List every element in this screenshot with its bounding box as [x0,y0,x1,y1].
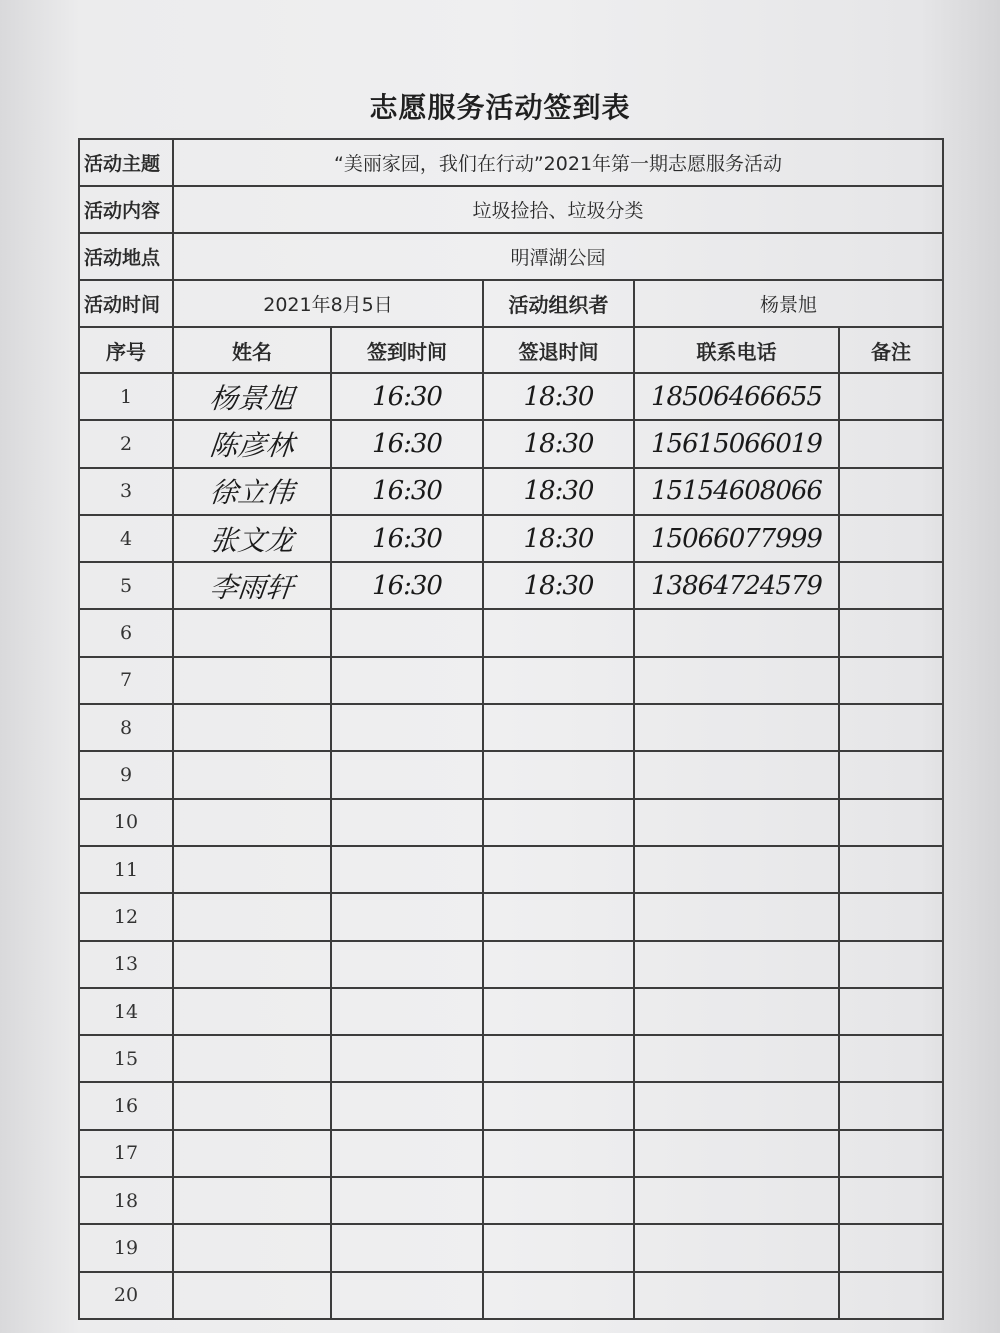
theme-row [79,139,943,186]
location-label: 活动地点 [79,233,173,280]
row-checkout-time-cell [483,468,634,515]
row-name: 李雨轩 [208,570,296,604]
row-index: 10 [113,811,139,834]
row-checkin-time-cell [331,468,483,515]
row-checkout-time-cell [483,1272,634,1319]
row-name-cell [173,1272,331,1319]
row-index: 2 [119,432,133,455]
header-checkout: 签退时间 [483,327,634,373]
header-checkin: 签到时间 [331,327,483,373]
location-value: 明潭湖公园 [173,233,943,280]
row-checkin-time-cell [331,846,483,893]
row-checkout-time-cell [483,1035,634,1082]
row-index-cell [79,941,173,988]
row-name: 陈彦林 [208,428,296,462]
row-name-cell [173,468,331,515]
table-row [79,751,943,798]
row-checkin-time-cell [331,609,483,656]
row-index-cell [79,1224,173,1271]
row-note-cell [839,1035,943,1082]
row-phone: 15066077999 [651,523,822,554]
row-note-cell [839,1082,943,1129]
row-name-cell [173,373,331,420]
row-index: 12 [113,905,139,928]
table-row [79,941,943,988]
row-checkout-time-cell [483,704,634,751]
row-index: 14 [113,1000,139,1023]
row-index: 20 [113,1284,139,1307]
organizer-label: 活动组织者 [483,280,634,327]
row-index-cell [79,988,173,1035]
row-checkin-time-cell [331,893,483,940]
row-checkin-time-cell [331,1035,483,1082]
row-phone-cell [634,988,839,1035]
row-name-cell [173,799,331,846]
organizer-value: 杨景旭 [634,280,943,327]
row-phone-cell [634,846,839,893]
row-checkin-time: 16:30 [372,523,442,554]
row-checkout-time-cell [483,941,634,988]
row-name-cell [173,420,331,467]
time-label: 活动时间 [79,280,173,327]
row-index-cell [79,799,173,846]
row-checkout-time-cell [483,420,634,467]
row-phone-cell [634,515,839,562]
header-name: 姓名 [173,327,331,373]
table-row [79,657,943,704]
row-checkin-time-cell [331,562,483,609]
row-phone-cell [634,373,839,420]
row-note-cell [839,562,943,609]
row-checkin-time-cell [331,1224,483,1271]
row-checkin-time-cell [331,515,483,562]
row-index-cell [79,704,173,751]
content-label: 活动内容 [79,186,173,233]
row-checkout-time-cell [483,1224,634,1271]
row-checkin-time-cell [331,1177,483,1224]
row-index: 13 [113,953,139,976]
row-checkout-time-cell [483,1130,634,1177]
row-phone-cell [634,1272,839,1319]
sign-in-table [78,138,944,1320]
table-row [79,846,943,893]
row-checkin-time: 16:30 [372,476,442,507]
row-index-cell [79,1272,173,1319]
row-checkout-time-cell [483,988,634,1035]
row-checkout-time: 18:30 [523,381,594,412]
row-checkout-time-cell [483,751,634,798]
row-checkin-time: 16:30 [372,570,442,601]
row-note-cell [839,609,943,656]
row-checkout-time-cell [483,799,634,846]
row-name-cell [173,657,331,704]
row-name-cell [173,893,331,940]
row-checkout-time-cell [483,1082,634,1129]
row-name-cell [173,1082,331,1129]
row-checkout-time-cell [483,893,634,940]
row-checkout-time-cell [483,373,634,420]
row-index-cell [79,420,173,467]
row-checkout-time-cell [483,1177,634,1224]
row-note-cell [839,988,943,1035]
row-note-cell [839,751,943,798]
header-index: 序号 [79,327,173,373]
row-index-cell [79,468,173,515]
row-index-cell [79,1082,173,1129]
row-index-cell [79,1130,173,1177]
location-row [79,233,943,280]
row-note-cell [839,1130,943,1177]
row-name: 张文龙 [208,523,296,557]
row-note-cell [839,941,943,988]
row-phone-cell [634,799,839,846]
table-row [79,1224,943,1271]
row-index: 5 [119,574,133,597]
row-index: 7 [119,669,133,692]
content-row [79,186,943,233]
theme-value: “美丽家园，我们在行动”2021年第一期志愿服务活动 [173,139,943,186]
table-row [79,609,943,656]
row-index: 8 [119,716,133,739]
header-note: 备注 [839,327,943,373]
row-name-cell [173,1130,331,1177]
table-row [79,562,943,609]
row-index: 6 [119,622,133,645]
row-checkout-time-cell [483,846,634,893]
row-phone-cell [634,420,839,467]
row-checkin-time-cell [331,799,483,846]
row-name-cell [173,704,331,751]
header-phone: 联系电话 [634,327,839,373]
table-row [79,420,943,467]
time-value: 2021年8月5日 [173,280,483,327]
row-note-cell [839,704,943,751]
row-checkout-time-cell [483,609,634,656]
row-index: 11 [113,858,139,881]
row-name: 徐立伟 [208,476,296,510]
row-index: 4 [119,527,133,550]
row-name: 杨景旭 [208,381,296,415]
row-index: 3 [119,480,133,503]
row-name-cell [173,988,331,1035]
row-index-cell [79,609,173,656]
row-note-cell [839,846,943,893]
sheet-title: 志愿服务活动签到表 [369,91,631,124]
table-row [79,373,943,420]
table-row [79,799,943,846]
table-row [79,515,943,562]
row-note-cell [839,373,943,420]
row-checkout-time: 18:30 [523,570,594,601]
table-row [79,1130,943,1177]
row-phone-cell [634,1035,839,1082]
row-phone: 15615066019 [651,428,822,459]
row-checkout-time-cell [483,562,634,609]
row-name-cell [173,609,331,656]
row-checkin-time-cell [331,1130,483,1177]
row-note-cell [839,515,943,562]
row-checkout-time: 18:30 [523,523,594,554]
row-checkin-time-cell [331,420,483,467]
row-checkin-time-cell [331,941,483,988]
row-index: 9 [119,764,133,787]
table-row [79,704,943,751]
row-checkin-time-cell [331,704,483,751]
table-row [79,988,943,1035]
row-index-cell [79,515,173,562]
row-checkin-time-cell [331,1272,483,1319]
table-row [79,1035,943,1082]
row-index: 1 [119,385,133,408]
row-index: 18 [113,1189,139,1212]
row-index-cell [79,893,173,940]
row-note-cell [839,1224,943,1271]
row-name-cell [173,1177,331,1224]
row-name-cell [173,515,331,562]
row-checkout-time: 18:30 [523,428,594,459]
row-phone-cell [634,1130,839,1177]
row-checkin-time: 16:30 [372,428,442,459]
row-index-cell [79,846,173,893]
row-phone-cell [634,751,839,798]
row-checkin-time-cell [331,988,483,1035]
time-row [79,280,943,327]
row-name-cell [173,846,331,893]
row-checkin-time-cell [331,657,483,704]
row-phone: 15154608066 [651,476,822,507]
row-note-cell [839,420,943,467]
row-index-cell [79,1035,173,1082]
row-name-cell [173,1035,331,1082]
row-checkin-time-cell [331,751,483,798]
row-index: 17 [113,1142,139,1165]
row-phone-cell [634,657,839,704]
row-name-cell [173,941,331,988]
row-index: 15 [113,1047,139,1070]
row-note-cell [839,893,943,940]
row-phone: 13864724579 [651,570,822,601]
row-checkin-time-cell [331,1082,483,1129]
row-phone-cell [634,562,839,609]
row-phone-cell [634,1177,839,1224]
row-note-cell [839,799,943,846]
row-note-cell [839,657,943,704]
row-name-cell [173,751,331,798]
row-phone-cell [634,704,839,751]
row-name-cell [173,1224,331,1271]
row-index-cell [79,1177,173,1224]
row-note-cell [839,468,943,515]
row-index-cell [79,373,173,420]
row-phone-cell [634,1082,839,1129]
row-phone-cell [634,893,839,940]
table-row [79,1082,943,1129]
row-checkout-time-cell [483,657,634,704]
row-note-cell [839,1177,943,1224]
row-checkin-time: 16:30 [372,381,442,412]
row-note-cell [839,1272,943,1319]
row-index-cell [79,657,173,704]
table-row [79,893,943,940]
column-header-row [79,327,943,373]
table-row [79,1272,943,1319]
theme-label: 活动主题 [79,139,173,186]
row-checkout-time: 18:30 [523,476,594,507]
row-name-cell [173,562,331,609]
row-index-cell [79,751,173,798]
row-checkin-time-cell [331,373,483,420]
row-phone: 18506466655 [651,381,822,412]
row-index-cell [79,562,173,609]
table-row [79,468,943,515]
content-value: 垃圾捡拾、垃圾分类 [173,186,943,233]
row-index: 19 [113,1236,139,1259]
row-phone-cell [634,1224,839,1271]
row-index: 16 [113,1095,139,1118]
row-phone-cell [634,941,839,988]
row-phone-cell [634,609,839,656]
table-row [79,1177,943,1224]
row-checkout-time-cell [483,515,634,562]
row-phone-cell [634,468,839,515]
